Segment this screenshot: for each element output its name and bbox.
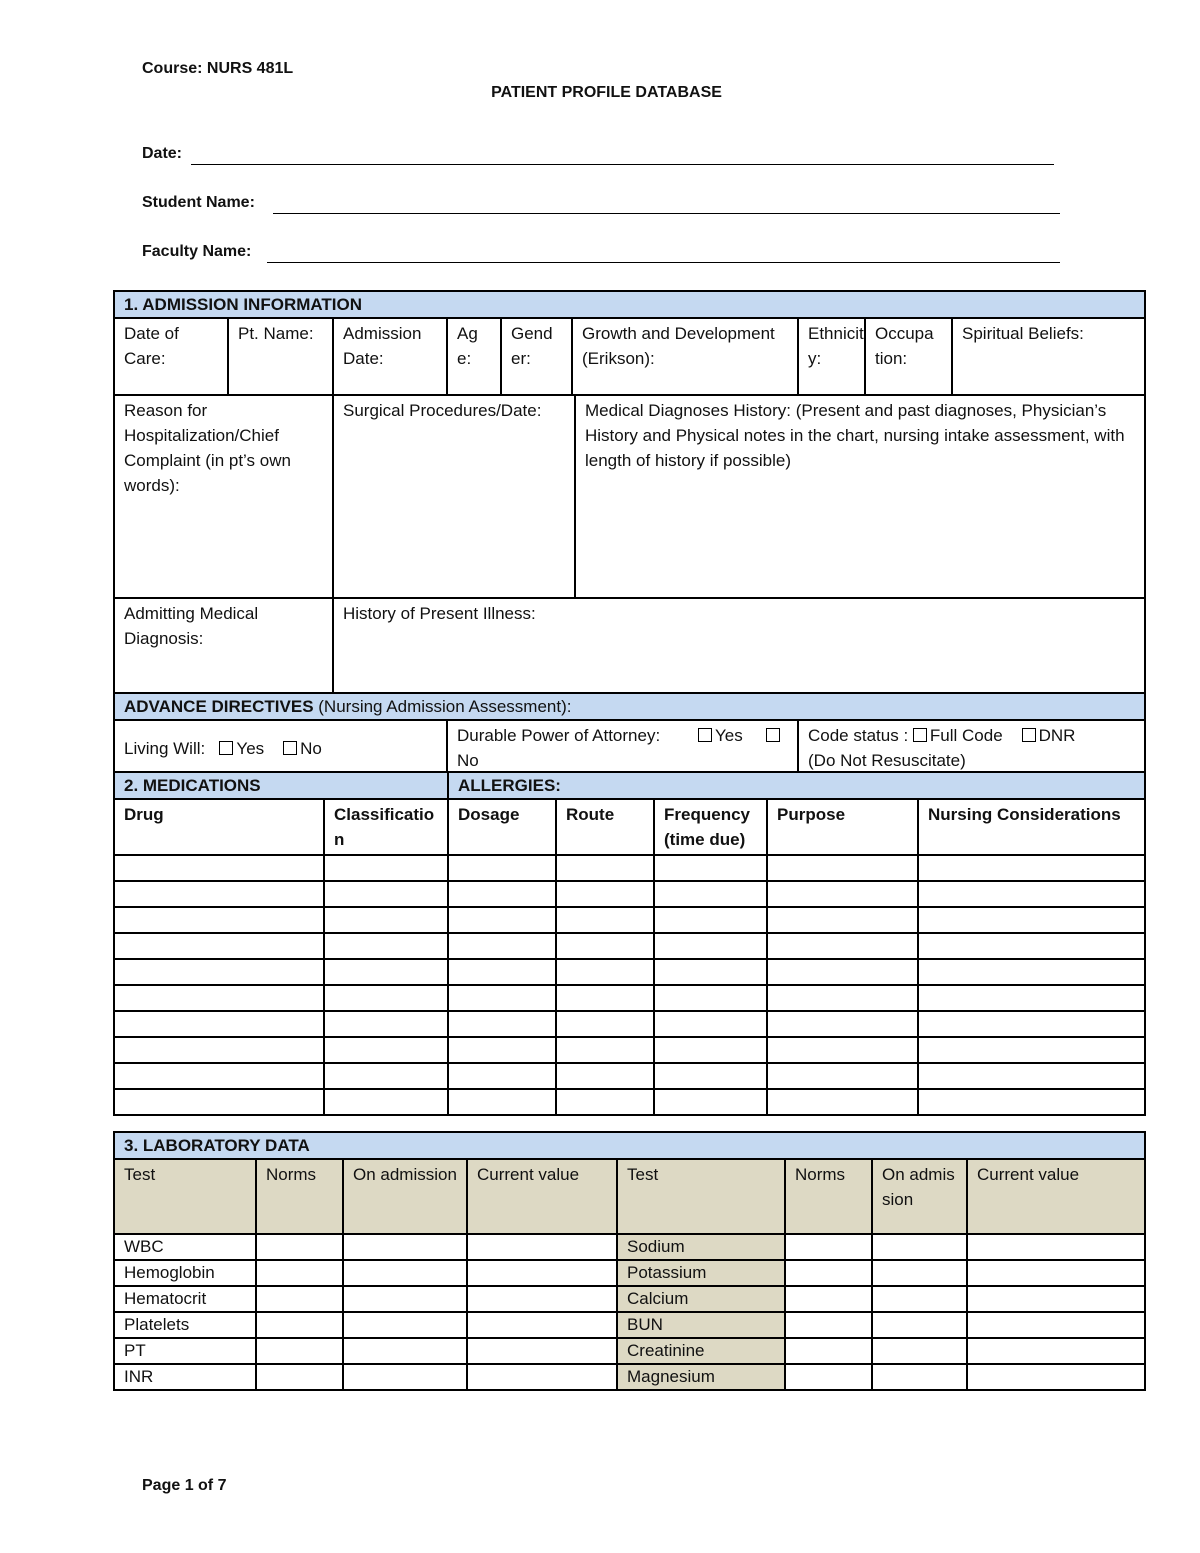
student-name-line[interactable] [273,213,1060,214]
lab-row [114,1312,1145,1338]
lab-col-norms: Norms [256,1159,343,1234]
medication-row[interactable] [114,855,1145,881]
code-status-label: Code status : [808,726,909,745]
page-number: Page 1 of 7 [142,1477,227,1494]
present-illness-cell[interactable]: History of Present Illness: [333,598,1145,693]
dpoa-yes-label: Yes [714,726,743,745]
dpoa-no-checkbox[interactable] [766,728,780,742]
lab-test-name: Sodium [617,1234,785,1260]
lab-row [114,1286,1145,1312]
gender-cell[interactable]: Gend er: [501,318,572,395]
surgical-procedures-cell[interactable]: Surgical Procedures/Date: [333,395,575,598]
lab-row [114,1364,1145,1390]
full-code-checkbox[interactable] [913,728,927,742]
lab-test-name: PT [114,1338,256,1364]
col-dosage: Dosage [448,799,556,855]
medication-row[interactable] [114,881,1145,907]
lab-row [114,1260,1145,1286]
dpoa-label: Durable Power of Attorney: [457,726,661,745]
admission-table [113,290,1146,777]
spiritual-beliefs-cell[interactable]: Spiritual Beliefs: [952,318,1145,395]
page-title: PATIENT PROFILE DATABASE [491,84,722,101]
lab-row [114,1338,1145,1364]
dpoa-cell [447,720,798,776]
date-line[interactable] [191,164,1054,165]
living-will-cell [114,720,447,776]
lab-test-name: Hemoglobin [114,1260,256,1286]
dpoa-no-label: No [457,751,479,770]
admission-date-cell[interactable]: Admission Date: [333,318,447,395]
allergies-label[interactable]: ALLERGIES: [448,772,1145,799]
advance-directives-subtitle: (Nursing Admission Assessment): [313,697,572,716]
col-frequency: Frequency (time due) [654,799,767,855]
date-of-care-cell[interactable]: Date of Care: [114,318,228,395]
living-will-no-label: No [300,738,322,758]
reason-for-hospitalization-cell[interactable]: Reason for Hospitalization/Chief Complaint (in pt’s own words): [114,395,333,598]
dnr-note: (Do Not Resuscitate) [808,751,966,770]
medical-diagnoses-history-cell[interactable]: Medical Diagnoses History: (Present and past diagnoses, Physician’s History and Physical notes in the chart, nursing intake assessment, with length of history if possible) [575,395,1145,598]
living-will-yes-label: Yes [236,738,265,758]
living-will-no-checkbox[interactable] [283,741,297,755]
lab-col-on-admission-2: On admission [872,1159,967,1234]
medication-row[interactable] [114,1089,1145,1115]
occupation-cell[interactable]: Occupa tion: [865,318,952,395]
admission-section-header: 1. ADMISSION INFORMATION [114,291,1145,318]
medication-row[interactable] [114,907,1145,933]
advance-directives-title: ADVANCE DIRECTIVES [124,697,314,716]
col-purpose: Purpose [767,799,918,855]
medications-section-header: 2. MEDICATIONS [114,772,448,799]
faculty-name-line[interactable] [267,262,1060,263]
lab-col-current-value-2: Current value [967,1159,1145,1234]
growth-development-cell[interactable]: Growth and Development (Erikson): [572,318,798,395]
medications-table [113,771,1146,1116]
lab-col-on-admission: On admission [343,1159,467,1234]
lab-test-name: Hematocrit [114,1286,256,1312]
dnr-checkbox[interactable] [1022,728,1036,742]
lab-col-test-2: Test [617,1159,785,1234]
dnr-label: DNR [1038,726,1076,745]
admitting-diagnosis-cell[interactable]: Admitting Medical Diagnosis: [114,598,333,693]
faculty-name-label: Faculty Name: [142,243,252,260]
full-code-label: Full Code [929,726,1003,745]
lab-test-name: WBC [114,1234,256,1260]
col-nursing-considerations: Nursing Considerations [918,799,1145,855]
lab-test-name: INR [114,1364,256,1390]
code-status-cell [798,720,1145,776]
col-route: Route [556,799,654,855]
col-classification: Classification [324,799,448,855]
lab-col-test: Test [114,1159,256,1234]
advance-directives-header [114,693,1145,720]
age-cell[interactable]: Ag e: [447,318,501,395]
lab-col-current-value: Current value [467,1159,617,1234]
date-label: Date: [142,145,183,162]
lab-section-header: 3. LABORATORY DATA [114,1132,1145,1159]
lab-test-name: Platelets [114,1312,256,1338]
living-will-yes-checkbox[interactable] [219,741,233,755]
medication-row[interactable] [114,985,1145,1011]
lab-row [114,1234,1145,1260]
lab-test-name: Calcium [617,1286,785,1312]
dpoa-yes-checkbox[interactable] [698,728,712,742]
student-name-label: Student Name: [142,194,255,211]
lab-table [113,1131,1146,1391]
patient-name-cell[interactable]: Pt. Name: [228,318,333,395]
medication-row[interactable] [114,933,1145,959]
lab-test-name: BUN [617,1312,785,1338]
medication-row[interactable] [114,959,1145,985]
col-drug: Drug [114,799,324,855]
lab-test-name: Magnesium [617,1364,785,1390]
ethnicity-cell[interactable]: Ethnicit y: [798,318,865,395]
lab-col-norms-2: Norms [785,1159,872,1234]
lab-test-name: Potassium [617,1260,785,1286]
living-will-label: Living Will: [124,738,206,758]
medication-row[interactable] [114,1037,1145,1063]
medication-row[interactable] [114,1063,1145,1089]
course-label: Course: NURS 481L [142,60,294,77]
medication-row[interactable] [114,1011,1145,1037]
lab-test-name: Creatinine [617,1338,785,1364]
